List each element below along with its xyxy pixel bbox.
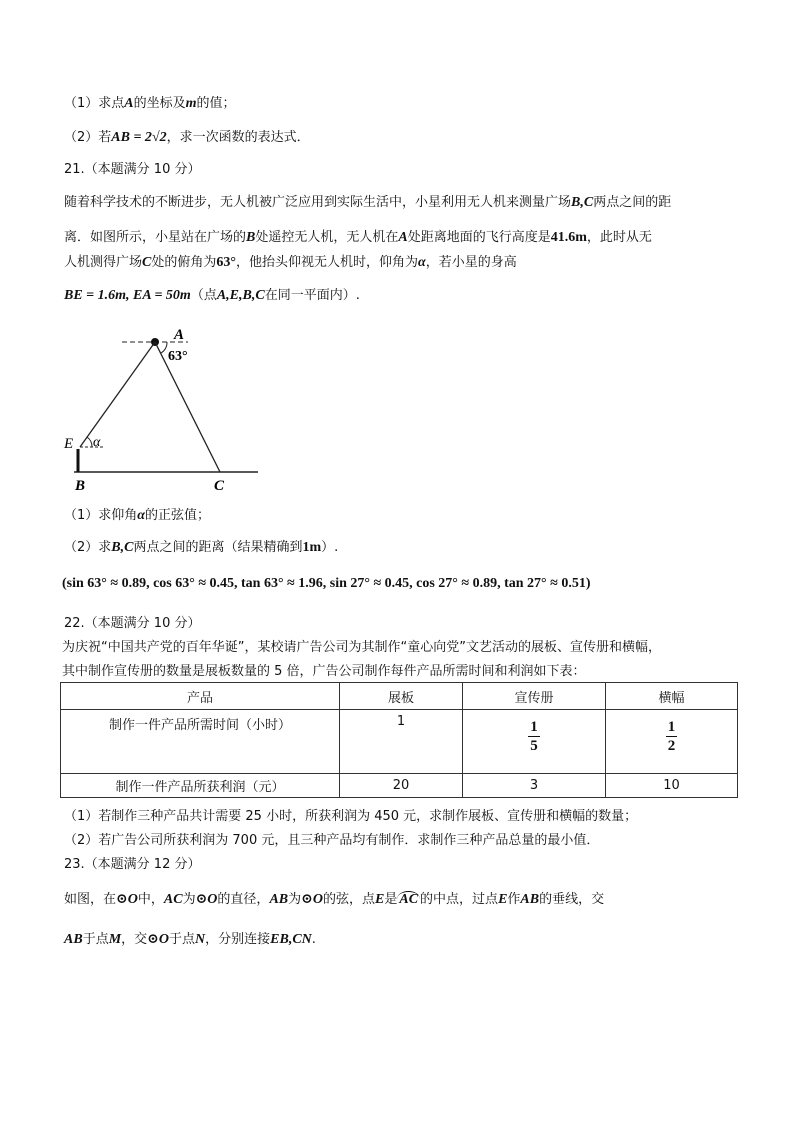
q23-header: 23.（本题满分 12 分）: [64, 857, 201, 872]
q21-paragraph-line3: 人机测得广场C处的俯角为63°，他抬头仰视无人机时，仰角为α，若小星的身高: [64, 255, 517, 270]
table-row: [61, 710, 738, 774]
fraction-one-fifth: $\frac{1}{5}$: [530, 719, 538, 754]
table-row: [61, 774, 738, 798]
product-table: [60, 682, 738, 798]
q23-paragraph-line2: AB于点M，交⊙O于点N，分别连接EB,CN.: [64, 932, 316, 947]
label-c: C: [214, 478, 225, 494]
q20-part1: （1）求点A的坐标及m的值；: [64, 96, 236, 111]
label-alpha: α: [93, 435, 101, 450]
q21-sub2: （2）求B,C两点之间的距离（结果精确到1m）.: [64, 540, 339, 555]
angle-alpha-arc: [87, 437, 92, 447]
q21-paragraph-line1: 随着科学技术的不断进步，无人机被广泛应用到实际生活中，小星利用无人机来测量广场B,C两点之间的距: [64, 195, 672, 210]
table-header-cell: 横幅: [606, 683, 738, 710]
trig-hint: (sin 63° ≈ 0.89, cos 63° ≈ 0.45, tan 63° ≈ 1.96, sin 27° ≈ 0.45, cos 27° ≈ 0.89, tan 27° ≈ 0.51): [62, 576, 591, 591]
q22-sub1: （1）若制作三种产品共计需要 25 小时，所获利润为 450 元，求制作展板、宣传册和横幅的数量；: [64, 809, 638, 824]
table-header-cell: 展板: [340, 683, 463, 710]
table-header-cell: 产品: [61, 683, 340, 710]
arc-ac: AC: [399, 892, 419, 907]
q20-part2: （2）若AB = 2√2，求一次函数的表达式．: [64, 130, 310, 145]
table-cell: 3: [463, 774, 606, 798]
label-e: E: [64, 436, 74, 452]
label-a: A: [174, 327, 185, 343]
segment-ae: [80, 342, 155, 447]
ab-equation: AB = 2√2: [111, 130, 167, 145]
angle-63-arc: [161, 342, 167, 353]
table-cell: 1: [340, 710, 463, 774]
table-cell: 制作一件产品所需时间（小时）: [61, 710, 340, 774]
q22-sub2: （2）若广告公司所获利润为 700 元，且三种产品均有制作．求制作三种产品总量的最小值．: [64, 833, 600, 848]
table-cell: [463, 710, 606, 774]
drone-figure: [60, 320, 270, 495]
table-cell: 10: [606, 774, 738, 798]
table-cell: 20: [340, 774, 463, 798]
label-b: B: [75, 478, 86, 494]
q21-paragraph-line2: 离．如图所示，小星站在广场的B处遥控无人机，无人机在A处距离地面的飞行高度是41.6m，此时从无: [64, 230, 652, 245]
q21-paragraph-line4: BE = 1.6m, EA = 50m（点A,E,B,C在同一平面内）.: [64, 288, 360, 303]
table-cell: 制作一件产品所获利润（元）: [61, 774, 340, 798]
table-header-cell: 宣传册: [463, 683, 606, 710]
q21-header: 21.（本题满分 10 分）: [64, 162, 201, 177]
q22-paragraph-line1: 为庆祝“中国共产党的百年华诞”，某校请广告公司为其制作“童心向党”文艺活动的展板、宣传册和横幅，: [62, 640, 661, 655]
table-header-row: [61, 683, 738, 710]
label-63: 63°: [168, 349, 188, 364]
q21-sub1: （1）求仰角α的正弦值；: [64, 508, 211, 523]
q22-header: 22.（本题满分 10 分）: [64, 616, 201, 631]
q23-paragraph-line1: 如图，在⊙O中，AC为⊙O的直径，AB为⊙O的弦，点E是 AC 的中点，过点E作AB的垂线，交: [64, 892, 605, 907]
table-cell: [606, 710, 738, 774]
fraction-one-half: $\frac{1}{2}$: [667, 719, 676, 754]
q22-paragraph-line2: 其中制作宣传册的数量是展板数量的 5 倍，广告公司制作每件产品所需时间和利润如下表：: [62, 664, 586, 679]
